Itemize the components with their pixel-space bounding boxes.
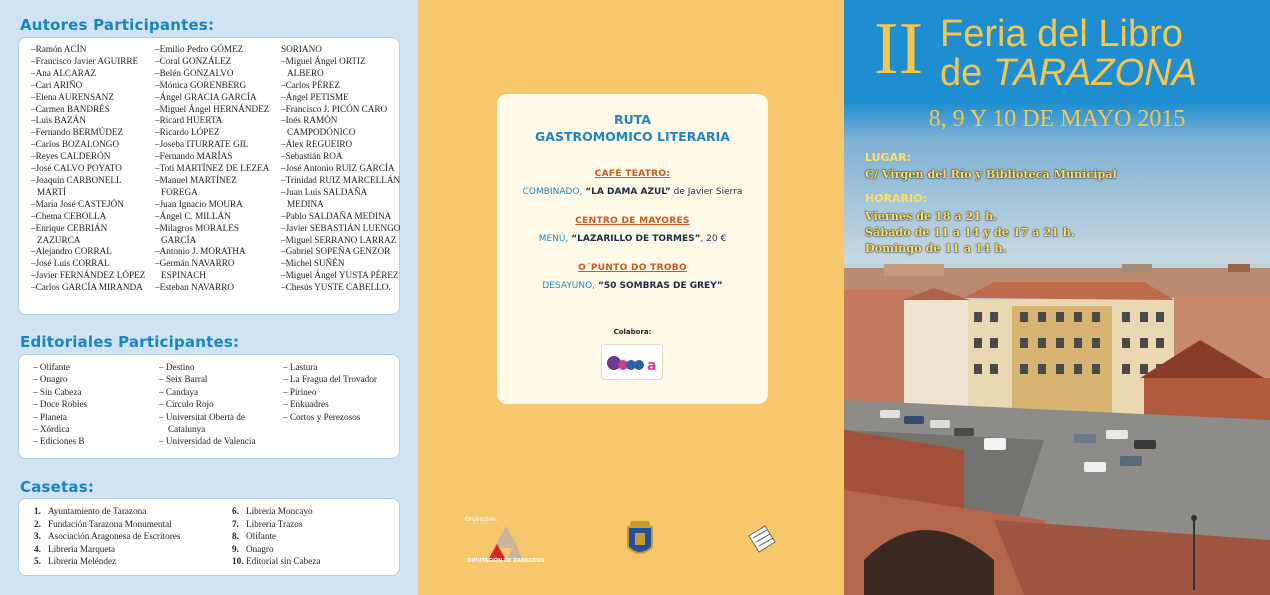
author-item: ALBERO (287, 67, 324, 78)
publisher-item: – Destino (159, 362, 195, 372)
stand-name: Ayuntamiento de Tarazona (48, 506, 147, 516)
publishers-column-2 (159, 361, 256, 448)
publisher-item: – Pirineo (283, 386, 317, 397)
author-item: –Ana ALCARAZ (31, 67, 97, 78)
author-item: –Carlos GARCÍA MIRANDA (31, 282, 143, 293)
dish-name: “LA DAMA AZUL” (585, 187, 671, 197)
stand-number: 2. (34, 518, 41, 529)
route-stop-venue: O´PUNTO DO TROBO (578, 263, 687, 273)
svg-text:a: a (647, 358, 657, 374)
place-value: C/ Virgen del Río y Biblioteca Municipal (865, 167, 1117, 181)
fair-title-line1: Feria del Libro (940, 13, 1183, 55)
publishers-title: Editoriales Participantes: (20, 333, 240, 351)
route-stop-venue: CENTRO DE MAYORES (575, 216, 690, 226)
stand-item (34, 518, 180, 531)
middle-panel (418, 0, 844, 595)
colabora-label: Colabora: (613, 328, 652, 336)
authors-column-2 (155, 44, 269, 294)
author-item: –María José CASTEJÓN (31, 198, 124, 209)
author-item: ZAZURCA (37, 234, 81, 245)
publisher-item: – Cortos y Perezosos (283, 411, 361, 422)
publisher-item: – Lastura (283, 362, 318, 372)
author-item: –Germán NAVARRO (155, 258, 235, 269)
stand-number: 3. (34, 531, 41, 542)
authors-column-3 (281, 44, 400, 294)
schedule-line-1: Viernes de 18 a 21 h. (865, 209, 998, 223)
author-item: –Luis BAZÁN (31, 115, 86, 126)
stand-item (232, 543, 321, 556)
stand-name: Librería Meléndez (48, 556, 117, 567)
author-item: –Fernando BERMÚDEZ (31, 127, 124, 138)
author-item: –Cari ARIÑO (31, 79, 83, 90)
publisher-item: – Sin Cabeza (33, 386, 82, 397)
stand-item (34, 530, 180, 543)
publisher-item: – Círculo Rojo (159, 399, 214, 410)
stand-name: Librería Trazos (246, 518, 303, 529)
author-item: –Toti MARTÍNEZ DE LEZEA (155, 163, 270, 174)
publisher-item: – Universitat Oberta de (159, 411, 245, 422)
author-item: MARTÍ (37, 186, 67, 197)
schedule-line-2: Sábado de 11 a 14 y de 17 a 21 h. (865, 225, 1075, 239)
stand-number: 1. (34, 506, 41, 516)
publisher-item: – Doce Robles (33, 399, 88, 410)
stand-name: Librería Marqueta (48, 543, 116, 554)
fair-dates: 8, 9 Y 10 DE MAYO 2015 (928, 106, 1186, 132)
author-item: –Esteban NAVARRO (155, 282, 235, 293)
stand-number: 9. (232, 543, 239, 554)
publishers-column-3 (283, 361, 377, 423)
author-item: SORIANO (281, 44, 322, 54)
publisher-item: – Candaya (159, 386, 199, 397)
author-item: –Fernando MARÍAS (155, 151, 233, 162)
stand-name: Olifante (246, 531, 277, 542)
dish-extra: de Javier Sierra (670, 187, 743, 197)
author-item: –Ramón ACÍN (31, 44, 87, 54)
author-item: –Ángel C. MILLÁN (155, 210, 231, 221)
stand-name: Editorial sin Cabeza (246, 556, 321, 567)
author-item: –Antonio J. MORATHA (155, 246, 246, 257)
stand-name: Onagro (246, 543, 274, 554)
tarazona-coat-of-arms-icon (624, 519, 656, 561)
dish-extra: , 20 € (700, 234, 727, 244)
route-stop-dish (497, 187, 768, 197)
stand-item (232, 530, 321, 543)
left-panel (0, 0, 418, 595)
author-item: –Javier FERNÁNDEZ LÓPEZ (31, 270, 146, 281)
stands-box (18, 498, 400, 576)
publisher-item: – Planeta (33, 411, 67, 422)
author-item: –Ricardo LÓPEZ (155, 127, 220, 138)
author-item: –Miguel Ángel HERNÁNDEZ (155, 103, 270, 114)
author-item: –Francisco J. PICÓN CARO (281, 103, 388, 114)
author-item: –Reyes CALDERÓN (31, 151, 111, 162)
author-item: –Enrique CEBRIÁN (31, 222, 108, 233)
author-item: –Mónica GORENBERG (155, 79, 247, 90)
author-item: –Manuel MARTÍNEZ (155, 174, 237, 185)
stand-item (34, 505, 180, 518)
author-item: –Coral GONZÁLEZ (155, 55, 232, 66)
publisher-item: – Enkuadres (283, 399, 329, 410)
stand-number: 7. (232, 518, 239, 529)
author-item: –Gabriel SOPEÑA GENZOR (281, 246, 391, 257)
author-item: –Sebastián ROA (281, 151, 343, 162)
authors-box (18, 37, 400, 315)
author-item: –Carlos BOZALONGO (31, 139, 120, 150)
author-item: –Inés RAMÓN (281, 115, 338, 126)
author-item: GARCÍA (161, 234, 197, 245)
stand-item (34, 555, 180, 568)
author-item: –Francisco Javier AGUIRRE (31, 55, 139, 66)
stand-number: 8. (232, 531, 239, 542)
schedule-line-3: Domingo de 11 a 14 h. (865, 241, 1007, 255)
fair-title-line2: de TARAZONA (940, 52, 1197, 94)
route-card (497, 94, 768, 404)
edition-number: II (874, 8, 924, 90)
author-item: CAMPODÓNICO (287, 127, 356, 138)
author-item: –Carlos PÉREZ (281, 79, 340, 90)
stand-name: Fundación Tarazona Monumental (48, 518, 172, 529)
publishers-column-1 (33, 361, 87, 448)
author-item: –Chesús YUSTE CABELLO. (281, 282, 391, 293)
route-stop (497, 216, 768, 244)
author-item: –Joseba ITURRATE GIL (155, 139, 249, 150)
dpz-logo-icon (486, 522, 526, 562)
stands-column-2 (232, 505, 321, 568)
author-item: –Miguel Ángel YUSTA PÉREZ (281, 270, 399, 281)
schedule-label: HORARIO: (865, 192, 927, 205)
aragon-writers-association-logo-icon (745, 522, 779, 556)
author-item: –Pablo SALDAÑA MEDINA (281, 210, 392, 221)
authors-title: Autores Participantes: (20, 16, 215, 34)
stand-item (232, 505, 321, 518)
author-item: –Ricard HUERTA (155, 115, 223, 126)
title-banner (844, 0, 1270, 103)
author-item: –Javier SEBASTIÁN LUENGO (281, 222, 401, 233)
author-item: –Alejandro CORRAL (31, 246, 112, 257)
stand-number: 5. (34, 556, 41, 567)
publisher-item: – Xórdica (33, 424, 70, 435)
author-item: FOREGA (161, 186, 198, 197)
right-panel-cover (844, 0, 1270, 595)
author-item: –Álex REGUEIRO (281, 139, 353, 150)
author-item: –Emilio Pedro GÓMEZ (155, 44, 244, 54)
organizers-label: Organizan: (465, 516, 498, 523)
publisher-item: – Universidad de Valencia (159, 436, 256, 447)
collaborator-logo (601, 344, 663, 380)
route-stop-dish (497, 234, 768, 244)
publisher-item: – Ediciones B (33, 436, 85, 447)
stand-number: 4. (34, 543, 41, 554)
publishers-box (18, 354, 400, 459)
stands-title: Casetas: (20, 478, 95, 496)
place-label: LUGAR: (865, 151, 911, 164)
dpz-caption: DIPUTACIÓN DE ZARAGOZA (467, 558, 545, 564)
author-item: –Trinidad RUIZ MARCELLÁN (281, 174, 401, 185)
author-item: –Ángel GRACIA GARCÍA (155, 91, 257, 102)
publisher-item: Catalunya (168, 424, 206, 435)
author-item: –Chema CEBOLLA (31, 210, 107, 221)
collaborator-logo-icon (602, 345, 664, 381)
stand-item (232, 555, 321, 568)
author-item: –José Antonio RUIZ GARCÍA (281, 163, 395, 174)
city-name: TARAZONA (992, 52, 1197, 94)
route-stop (497, 263, 768, 291)
author-item: –Juan Ignacio MOURA (155, 198, 243, 209)
author-item: –Ángel PETISME (281, 91, 349, 102)
author-item: MEDINA (287, 198, 324, 209)
publisher-item: – Onagro (33, 374, 68, 385)
author-item: –José CALVO POYATO (31, 163, 122, 174)
author-item: –Milagros MORALES (155, 222, 239, 233)
stand-name: Asociación Aragonesa de Escritores (48, 531, 181, 542)
author-item: –Miguel SERRANO LARRAZ (281, 234, 397, 245)
publisher-item: – La Fragua del Trovador (283, 374, 377, 385)
stand-number: 6. (232, 506, 239, 516)
stand-name: Librería Moncayo (246, 506, 313, 516)
author-item: –Elena AURENSANZ (31, 91, 114, 102)
stand-number: 10. (232, 556, 244, 567)
authors-column-1 (31, 44, 145, 294)
author-item: –José Luis CORRAL (31, 258, 110, 269)
author-item: –Joaquín CARBONELL (31, 174, 122, 185)
author-item: –Juan Luis SALDAÑA (281, 186, 368, 197)
dish-kind: DESAYUNO, (542, 281, 596, 291)
route-stop-venue: CAFÉ TEATRO: (594, 169, 671, 179)
author-item: –Belén GONZALVO (155, 67, 234, 78)
stand-item (232, 518, 321, 531)
stand-item (34, 543, 180, 556)
author-item: –Carmen BANDRÉS (31, 103, 110, 114)
route-stop (497, 169, 768, 197)
route-title: RUTA GASTROMOMICO LITERARIA (535, 112, 730, 144)
route-stops (497, 169, 768, 291)
author-item: –Miguel Ángel ORTIZ (281, 55, 366, 66)
author-item: –Michel SUÑÉN (281, 258, 345, 269)
dish-kind: COMBINADO, (522, 187, 583, 197)
dish-name: “LAZARILLO DE TORMES” (571, 234, 701, 244)
author-item: ESPINACH (161, 270, 206, 281)
dish-kind: MENÚ, (538, 234, 569, 244)
publisher-item: – Seix Barral (159, 374, 208, 385)
route-stop-dish (497, 281, 768, 291)
stands-column-1 (34, 505, 180, 568)
publisher-item: – Olifante (33, 362, 70, 372)
dish-name: “50 SOMBRAS DE GREY” (597, 281, 723, 291)
